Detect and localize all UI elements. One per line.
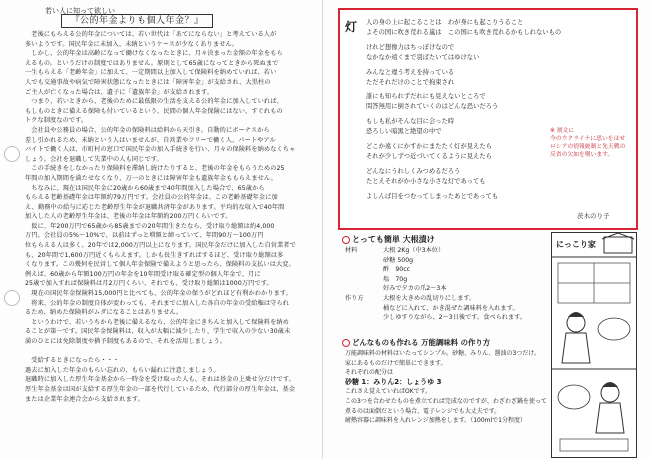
article-line: しょう。会社を退職して失業中の人も同じです。 — [25, 155, 163, 163]
article-line: 仮に、年200万円で65歳から85歳までの20年間生きたなら、受け取り総額は約4,000 — [25, 222, 275, 230]
recipe-heading — [342, 234, 435, 245]
sauce-line: この3つを合わせたものを煮立てれば完成なのですが、わざわざ鍋を使って — [345, 397, 547, 405]
article-line: ることが第一です。国民年金保険料は、収入が大幅に減少したり、学生で収入の少ない30歳未 — [25, 328, 291, 336]
bullet-circle-icon — [342, 236, 350, 244]
punch-hole-top — [4, 146, 20, 162]
recipe-heading-main: 大根漬け — [402, 235, 435, 244]
article-line: つまり、若いときから、老後のために最低限の生活を支える公的年金に加入していれば、 — [25, 98, 283, 106]
note-line: 反省の欠如を嘆います。 — [550, 152, 614, 158]
article-line: 老後にもらえる公的年金については、若い世代は「あてにならない」と考えている人が — [25, 31, 277, 38]
recipe-row — [345, 284, 545, 294]
mascot-comic — [551, 232, 637, 458]
article-line: 満のひとには免除制度や猶予制度もあるので、それを活用しましょう。 — [25, 338, 227, 345]
poem-line: よその国に吹き荒れる嵐は この国にも吹き荒れるかもしれないもの — [366, 28, 562, 36]
poem-author: 茨木のり子 — [577, 212, 610, 220]
recipe-value: 桶などに入れて、かき混ぜた調味料を入れます。 — [383, 304, 519, 312]
article-line: 25歳で加入すれば保険料は月2万円くらい、それでも、受け取り総額は1000万円です。 — [25, 280, 273, 288]
recipe-value: 少しゆすりながら、2～3日後です。食べられます。 — [383, 314, 527, 322]
article-line: 加入した人の老齢厚生年金は、老後の年金は年額約200万円くらいです。 — [25, 213, 232, 221]
poem-line: それが少しずつ近づいてくるように見えたら — [366, 152, 492, 160]
sauce-line: 耐熱容器に調味料を入れレンジ加熱をします。（100mlで1分程度） — [345, 417, 527, 425]
article-line: 位もらえる人は多く、20年では2,000万円以上になります。国民年金だけに加入した自営業者で — [25, 242, 296, 250]
poem-note — [550, 127, 632, 159]
article-line: 受給するときになったら・・・ — [25, 357, 120, 365]
article-line: または企業年金連合会から支給されます。 — [25, 395, 144, 403]
sauce-line: 煮るのは面倒だという場合、電子レンジでも大丈夫です。 — [345, 407, 501, 415]
recipe-value: 塩 70g — [383, 275, 408, 283]
note-line: 今のウクライナに思いをはせ — [550, 136, 626, 142]
recipe-value: 酢 90cc — [383, 266, 411, 274]
poem-line: ただそれだけのことで拘束され — [366, 78, 455, 86]
recipe-value: 大根 2Kg（中3本位） — [383, 247, 445, 254]
note-line: ロシアの情報統制と先天戦の — [550, 144, 626, 150]
article-line: 多いようです。国民年金に未加入、未納というケースが少なくありません。 — [25, 40, 239, 48]
poem-text — [366, 18, 631, 202]
article-line — [25, 347, 320, 357]
sauce-text — [345, 349, 549, 426]
article-line: 過去に加入した年金のもらい忘れの、もらい漏れに注意しましょう。 — [25, 366, 220, 374]
article-line: 万円。会社員の5%～10%で、以前はずっと増額と締っていて、年間90万～100万円 — [25, 232, 264, 240]
article-line: トクな制度なのです。 — [25, 117, 88, 125]
poem-line: どんなにうれしくみつめるだろう — [366, 167, 461, 175]
poem-line: 問答無用に倒されていくのはどんな恐いだろう — [366, 103, 499, 111]
article-line: 現在の国民年金保険料15,000円と比べても、公的年金の保うがどれほど有利かわかります。 — [25, 290, 292, 298]
poem-line: もしも私がそんな目に会った時 — [366, 118, 455, 126]
article-line: 例えば、60歳から年額100万円の年金を10年間受け取る確定型の個人年金で、月に — [25, 270, 261, 278]
article-line: 将来、公的年金の制度自体が変わっても、それまでに加入した各自の年金の受給権は守られ — [25, 299, 290, 307]
sauce-heading-text: どんなものも作れる 万能調味料 の作り方 — [352, 338, 491, 347]
poem-line: よしんば目をつむってしまったあとであっても — [366, 192, 499, 200]
article-line: この手続きをしなかったり保険料を滞納し続けたりすると、老後の年金をもらうための25 — [25, 165, 285, 173]
recipe-label: 作り方 — [345, 294, 364, 302]
speech-bubble-icon — [598, 318, 630, 340]
poem-box — [338, 8, 638, 230]
recipe-row — [345, 256, 545, 266]
article-line: しかし、公的年金は高齢になって働けなくなったときに、月々決まった金額の年金をもら — [25, 50, 283, 58]
article-line: というわけで、若いうちから老後に備えるなら、公的年金にきちんと加入して保険料を納め — [25, 318, 289, 326]
article-body — [25, 30, 320, 404]
poem-line: みんなと違う考えを持っている — [366, 68, 455, 76]
recipe-value: 大根を大きめの乱切りにします。 — [383, 294, 476, 302]
article-line: ちなみに、現在は国民年金に20歳から60歳まで40年間加入した場合で、65歳から — [25, 184, 265, 192]
article-line: も、20年間で1,600万円近くもらえます。しかも長生きすればするほど、受け取り総額は多 — [25, 251, 284, 259]
sauce-heading — [342, 337, 490, 348]
article-line: 差し引かれるため、未納という人はいませんが、自営業やフリーで働く人、パートやアル — [25, 136, 276, 144]
recipe-label: 材料 — [345, 247, 358, 254]
article-line: ご主人が亡くなった場合は、遺子に「遺族年金」が支給されます。 — [25, 88, 214, 96]
article-line: 人でも交通事故や病気で障害状態になったときには「障害年金」が支給され、大黒柱の — [25, 78, 271, 86]
mascot-title: にっこり家 — [556, 240, 596, 249]
recipe-row — [345, 304, 545, 314]
poem-title: 灯 — [345, 20, 358, 34]
house-icon — [604, 237, 632, 253]
bullet-circle-icon — [342, 339, 350, 347]
article-title: 『公的年金よりも個人年金？』 — [61, 14, 213, 28]
poem-line: どこか遠くにかすかにまたたく灯が見えたら — [366, 143, 492, 151]
poem-line: 誰にも知られずだれにも見えないところで — [366, 93, 486, 101]
sauce-line: これさえ覚えていればOKです。 — [345, 388, 432, 396]
recipe-row — [345, 294, 545, 304]
recipe-row — [345, 265, 545, 275]
article-line: 退職時に加入した厚生年金基金から一時金を受け取った人も、それは基金の上乗せ分だけです。 — [25, 376, 295, 384]
article-line: 会社員や公務員の場合、公的年金の保険料は給料から天引き。自動的にボーナスから — [25, 126, 270, 134]
poem-line: 恐ろしい暗黒と絶望の中で — [366, 128, 442, 136]
sauce-line: 万能調味料の材料はいたってシンプル。砂糖、みりん、醤油の3つだけ。 — [345, 350, 541, 357]
recipe-row — [345, 246, 545, 256]
poem-line: けれど想像力はちっぽけなので — [366, 43, 455, 51]
poem-line: 人の身の上に起こることは わが身にも起こりうること — [366, 19, 524, 26]
sauce-line: それぞれの配分は — [345, 369, 394, 377]
article-line: くなります。この幾何を民営して個人年金保険で備えようと思ったら、保険料の支払いは大変。 — [25, 261, 295, 269]
comic-illustration — [552, 233, 636, 457]
recipe-value: 砂糖 500g — [383, 256, 414, 264]
punch-hole-bottom — [4, 290, 20, 306]
note-line: ※ 割文に — [550, 128, 575, 134]
sauce-line: 家にあるものだけで簡単にできます。 — [345, 359, 447, 367]
poem-line: たとえそれがか小さな小さな灯であっても — [366, 177, 486, 185]
page-fold — [322, 0, 323, 459]
article-line: るため、納めた保険料がムダになることはありません。 — [25, 309, 183, 317]
sauce-line: 砂糖 1：みりん2：しょうゆ 3 — [345, 377, 442, 386]
speech-bubble2-icon — [558, 385, 590, 409]
recipe-heading-prefix: とっても簡単 — [352, 235, 403, 244]
article-line: 年間の加入期間を満たせなくなり、万一のときには障害年金も遺族年金ももらえません。 — [25, 174, 277, 182]
article-line: 一生もらえる「老齢年金」に加えて、一定期間以上加入して保険料を納めていれば、若い — [25, 69, 277, 77]
article-line: もらえる老齢基礎年金は年額約79万円です。会社員の公的年金は、この老齢基礎年金に加 — [25, 194, 278, 202]
article-line: もしものときに備える保障も付いているという、民間の個人年金保険にはない、すぐれもの — [25, 107, 283, 115]
poem-line: なかなか遠くまで羽ばたいてはゆけない — [366, 53, 480, 61]
article-line: バイトで働く人は、市町村の窓口で国民年金の加入手続きを行い、月々の保険料を納めなくちゃ — [25, 146, 296, 154]
article-line: 厚生年金基金は国が支給する厚生年金の一部を代行しているため、代行部分の厚生年金は、基金 — [25, 385, 296, 393]
article-subtitle: 若い人に知って欲しい — [45, 7, 115, 15]
recipe-rows — [345, 246, 545, 323]
recipe-row — [345, 313, 545, 323]
article-line: え、勤務中の給与に応じた老齢厚生年金が退職共済年金があります。平均的な収入で40年間 — [25, 203, 285, 211]
recipe-value: 好みで夕カの爪2～3本 — [383, 285, 447, 293]
article-line: えるもの。というだけの制度ではありません。原則として65歳になってときから死ぬまで — [25, 59, 279, 67]
recipe-row — [345, 275, 545, 285]
